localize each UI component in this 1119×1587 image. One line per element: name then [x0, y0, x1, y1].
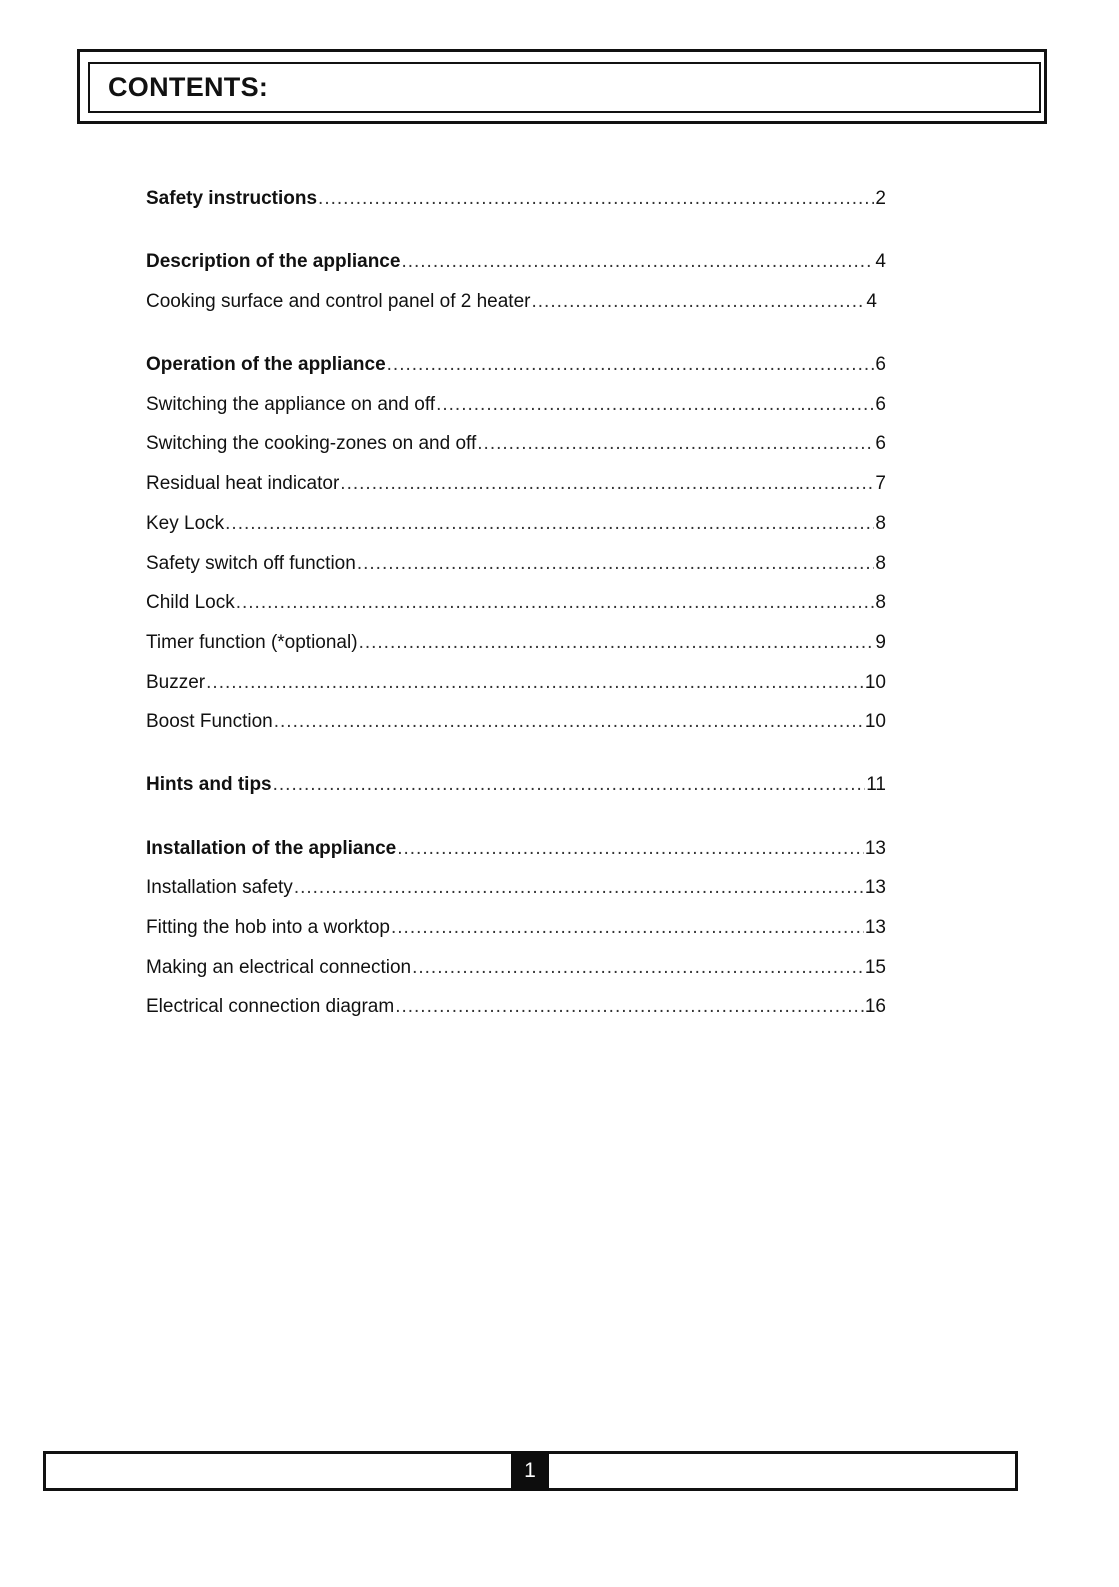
- dot-leader: [274, 711, 864, 733]
- toc-entry-cooking-surface[interactable]: [146, 291, 877, 331]
- dot-leader: [359, 632, 875, 654]
- dot-leader: [357, 553, 875, 575]
- dot-leader: [401, 251, 874, 273]
- toc-entry-label: Switching the cooking-zones on and off: [146, 433, 477, 455]
- page-title: CONTENTS:: [108, 72, 269, 102]
- toc-entry-page: 8: [875, 512, 886, 534]
- dot-leader: [436, 394, 874, 416]
- toc-entry-page: 6: [875, 354, 886, 376]
- toc-entry-label: Operation of the appliance: [146, 354, 386, 376]
- toc-entry-label: Key Lock: [146, 512, 225, 534]
- dot-leader: [236, 592, 875, 614]
- toc-entry-label: Child Lock: [146, 592, 235, 614]
- toc-entry-connection-diagram[interactable]: [146, 996, 886, 1036]
- table-of-contents: [146, 188, 886, 1036]
- dot-leader: [206, 672, 864, 694]
- toc-entry-page: 6: [875, 393, 886, 415]
- dot-leader: [395, 996, 864, 1018]
- dot-leader: [412, 957, 864, 979]
- toc-entry-label: Cooking surface and control panel of 2 heater: [146, 290, 531, 312]
- toc-entry-timer-function[interactable]: [146, 632, 886, 672]
- toc-entry-operation[interactable]: [146, 354, 886, 394]
- toc-entry-page: 15: [864, 956, 886, 978]
- toc-entry-label: Description of the appliance: [146, 251, 401, 273]
- toc-entry-label: Switching the appliance on and off: [146, 393, 436, 415]
- toc-entry-label: Making an electrical connection: [146, 956, 412, 978]
- toc-entry-description[interactable]: [146, 251, 886, 291]
- toc-entry-page: 6: [875, 433, 886, 455]
- toc-entry-label: Residual heat indicator: [146, 473, 340, 495]
- toc-entry-switching-appliance[interactable]: [146, 394, 886, 434]
- toc-entry-label: Electrical connection diagram: [146, 996, 395, 1018]
- toc-entry-label: Boost Function: [146, 711, 273, 733]
- toc-entry-page: 10: [864, 671, 886, 693]
- toc-entry-page: 10: [864, 711, 886, 733]
- toc-entry-page: 9: [875, 631, 886, 653]
- toc-entry-buzzer[interactable]: [146, 672, 886, 712]
- toc-entry-label: Safety instructions: [146, 188, 318, 209]
- toc-entry-installation[interactable]: [146, 838, 886, 878]
- toc-entry-child-lock[interactable]: [146, 592, 886, 632]
- dot-leader: [340, 473, 874, 495]
- dot-leader: [273, 774, 866, 796]
- toc-entry-label: Hints and tips: [146, 774, 272, 796]
- toc-entry-page: 4: [875, 251, 886, 273]
- dot-leader: [477, 433, 874, 455]
- page-number: 1: [511, 1451, 549, 1491]
- toc-entry-page: 8: [875, 592, 886, 614]
- toc-entry-electrical-connection[interactable]: [146, 957, 886, 997]
- toc-entry-page: 13: [864, 917, 886, 938]
- toc-entry-page: 16: [864, 996, 886, 1018]
- header-frame: [88, 62, 1041, 113]
- dot-leader: [387, 354, 875, 376]
- dot-leader: [225, 513, 874, 535]
- toc-entry-safety-instructions[interactable]: [146, 188, 886, 228]
- toc-entry-label: Timer function (*optional): [146, 631, 358, 653]
- dot-leader: [397, 838, 864, 860]
- toc-entry-key-lock[interactable]: [146, 513, 886, 553]
- dot-leader: [318, 188, 874, 210]
- dot-leader: [294, 877, 864, 899]
- toc-entry-label: Installation of the appliance: [146, 837, 397, 859]
- toc-entry-installation-safety[interactable]: [146, 877, 886, 917]
- toc-entry-page: 2: [875, 188, 886, 209]
- toc-entry-label: Installation safety: [146, 877, 293, 899]
- dot-leader: [391, 917, 864, 939]
- toc-entry-boost-function[interactable]: [146, 711, 886, 751]
- toc-entry-page: 11: [866, 774, 886, 796]
- toc-entry-switching-zones[interactable]: [146, 433, 886, 473]
- toc-entry-fitting-hob[interactable]: [146, 917, 886, 957]
- toc-entry-safety-switch-off[interactable]: [146, 553, 886, 593]
- toc-entry-page: 13: [864, 877, 886, 899]
- toc-entry-page: 13: [864, 837, 886, 859]
- toc-entry-hints-and-tips[interactable]: [146, 774, 886, 814]
- toc-entry-page: 8: [875, 552, 886, 574]
- toc-entry-residual-heat[interactable]: [146, 473, 886, 513]
- dot-leader: [531, 291, 865, 313]
- toc-entry-label: Fitting the hob into a worktop: [146, 917, 390, 938]
- toc-entry-page: 4: [866, 290, 877, 312]
- toc-entry-label: Buzzer: [146, 671, 206, 693]
- toc-entry-page: 7: [875, 473, 886, 495]
- toc-entry-label: Safety switch off function: [146, 552, 356, 574]
